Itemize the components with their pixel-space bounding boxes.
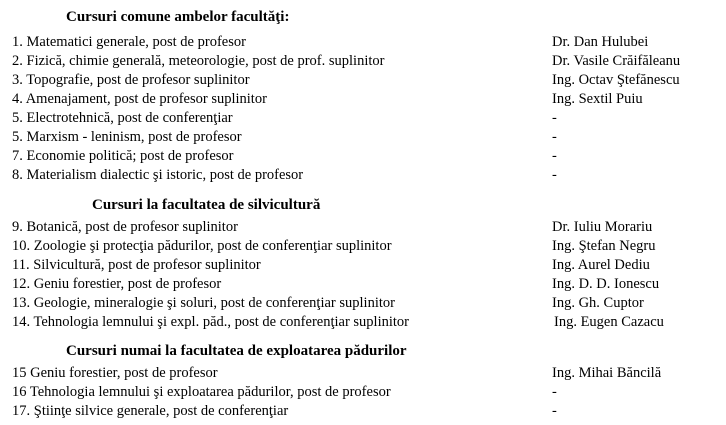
- table-row: [0, 313, 726, 332]
- instructor-name: -: [552, 167, 557, 183]
- table-row: [0, 383, 726, 402]
- table-row: [0, 166, 726, 185]
- instructor-name: Ing. Ştefan Negru: [552, 238, 656, 254]
- course-name: 13. Geologie, mineralogie şi soluri, post de conferenţiar suplinitor: [12, 295, 395, 311]
- course-name: 8. Materialism dialectic şi istoric, post de profesor: [12, 167, 304, 183]
- table-row: [0, 147, 726, 166]
- course-name: 5. Electrotehnică, post de conferenţiar: [12, 110, 233, 126]
- section-heading-forestry-courses: Cursuri la facultatea de silvicultură: [92, 197, 321, 213]
- instructor-name: Ing. D. D. Ionescu: [552, 276, 660, 292]
- instructor-name: Ing. Eugen Cazacu: [554, 314, 664, 330]
- instructor-name: Dr. Dan Hulubei: [552, 34, 649, 50]
- table-row: [0, 218, 726, 237]
- instructor-name: Ing. Aurel Dediu: [552, 257, 650, 273]
- table-row: [0, 294, 726, 313]
- instructor-name: -: [552, 403, 557, 419]
- table-row: [0, 256, 726, 275]
- course-name: 12. Geniu forestier, post de profesor: [12, 276, 222, 292]
- section-heading-common-courses: Cursuri comune ambelor facultăţi:: [66, 9, 290, 25]
- table-row: [0, 128, 726, 147]
- table-row: [0, 71, 726, 90]
- course-name: 5. Marxism - leninism, post de profesor: [12, 129, 242, 145]
- instructor-name: Dr. Iuliu Morariu: [552, 219, 653, 235]
- course-name: 10. Zoologie şi protecţia pădurilor, post de conferenţiar suplinitor: [12, 238, 392, 254]
- table-row: [0, 237, 726, 256]
- table-row: [0, 402, 726, 421]
- course-name: 16 Tehnologia lemnului şi exploatarea pădurilor, post de profesor: [12, 384, 391, 400]
- instructor-name: Ing. Octav Ştefănescu: [552, 72, 680, 88]
- course-name: 1. Matematici generale, post de profesor: [12, 34, 246, 50]
- course-name: 2. Fizică, chimie generală, meteorologie, post de prof. suplinitor: [12, 53, 385, 69]
- course-name: 17. Ştiinţe silvice generale, post de conferenţiar: [12, 403, 289, 419]
- table-row: [0, 364, 726, 383]
- instructor-name: Dr. Vasile Crăifăleanu: [552, 53, 681, 69]
- course-name: 7. Economie politică; post de profesor: [12, 148, 234, 164]
- section-heading-forest-exploitation-courses: Cursuri numai la facultatea de exploatarea pădurilor: [66, 343, 407, 359]
- instructor-name: Ing. Gh. Cuptor: [552, 295, 644, 311]
- course-name: 11. Silvicultură, post de profesor suplinitor: [12, 257, 261, 273]
- instructor-name: -: [552, 148, 557, 164]
- table-row: [0, 109, 726, 128]
- course-name: 9. Botanică, post de profesor suplinitor: [12, 219, 238, 235]
- instructor-name: Ing. Mihai Băncilă: [552, 365, 662, 381]
- table-row: [0, 90, 726, 109]
- instructor-name: -: [552, 129, 557, 145]
- course-name: 4. Amenajament, post de profesor suplinitor: [12, 91, 267, 107]
- table-row: [0, 52, 726, 71]
- course-name: 14. Tehnologia lemnului şi expl. păd., post de conferenţiar suplinitor: [12, 314, 409, 330]
- instructor-name: -: [552, 110, 557, 126]
- instructor-name: -: [552, 384, 557, 400]
- course-name: 3. Topografie, post de profesor suplinitor: [12, 72, 250, 88]
- table-row: [0, 275, 726, 294]
- course-name: 15 Geniu forestier, post de profesor: [12, 365, 218, 381]
- table-row: [0, 33, 726, 52]
- instructor-name: Ing. Sextil Puiu: [552, 91, 643, 107]
